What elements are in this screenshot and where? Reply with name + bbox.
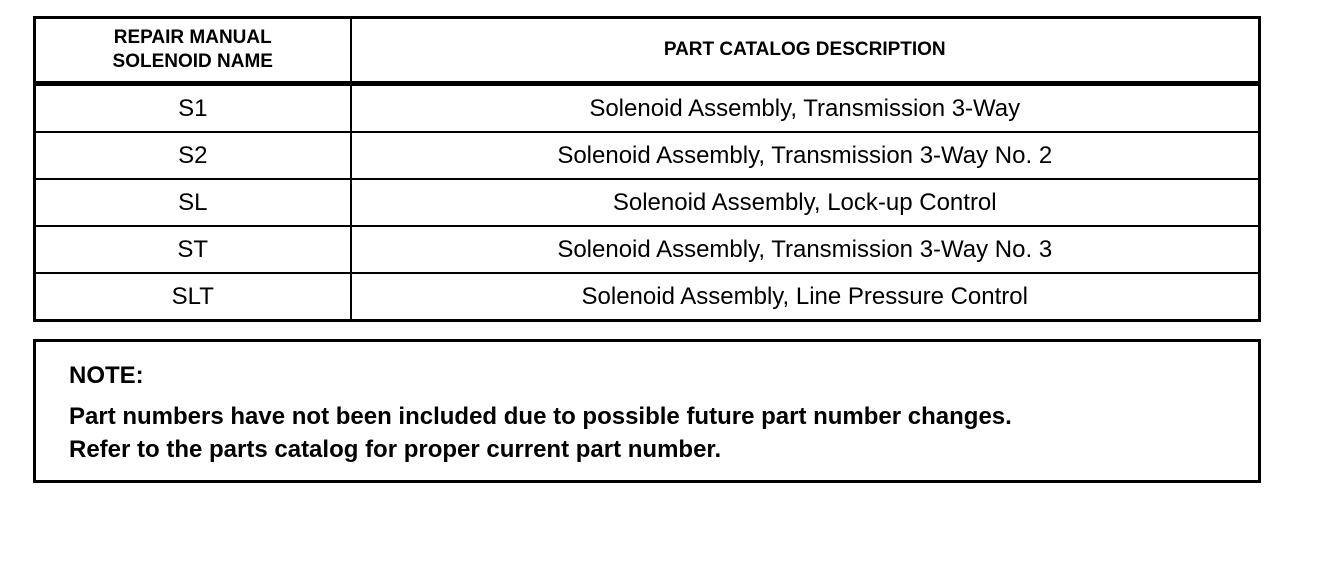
solenoid-name-cell: SLT	[35, 273, 351, 321]
part-description-cell: Solenoid Assembly, Lock-up Control	[351, 179, 1260, 226]
solenoid-name-cell: SL	[35, 179, 351, 226]
table-row	[35, 132, 1260, 179]
table-row	[35, 84, 1260, 133]
note-line-1: Part numbers have not been included due to possible future part number changes.	[69, 403, 1012, 430]
note-box	[33, 339, 1261, 483]
part-description-cell: Solenoid Assembly, Transmission 3-Way No. 3	[351, 226, 1260, 273]
part-description-cell: Solenoid Assembly, Transmission 3-Way	[351, 84, 1260, 133]
solenoid-name-cell: S2	[35, 132, 351, 179]
header-solenoid-name	[35, 18, 351, 84]
header-name-line2: SOLENOID NAME	[112, 51, 273, 72]
header-name-line1: REPAIR MANUAL	[113, 27, 272, 48]
table-header-row	[35, 18, 1260, 84]
table-row	[35, 226, 1260, 273]
table-row	[35, 179, 1260, 226]
header-part-description: PART CATALOG DESCRIPTION	[351, 18, 1260, 84]
part-description-cell: Solenoid Assembly, Transmission 3-Way No. 2	[351, 132, 1260, 179]
table-row	[35, 273, 1260, 321]
note-title: NOTE:	[69, 362, 144, 389]
note-line-2: Refer to the parts catalog for proper current part number.	[69, 436, 722, 463]
solenoid-name-cell: S1	[35, 84, 351, 133]
part-description-cell: Solenoid Assembly, Line Pressure Control	[351, 273, 1260, 321]
note-text	[69, 400, 1012, 466]
solenoid-table	[33, 16, 1261, 322]
solenoid-name-cell: ST	[35, 226, 351, 273]
